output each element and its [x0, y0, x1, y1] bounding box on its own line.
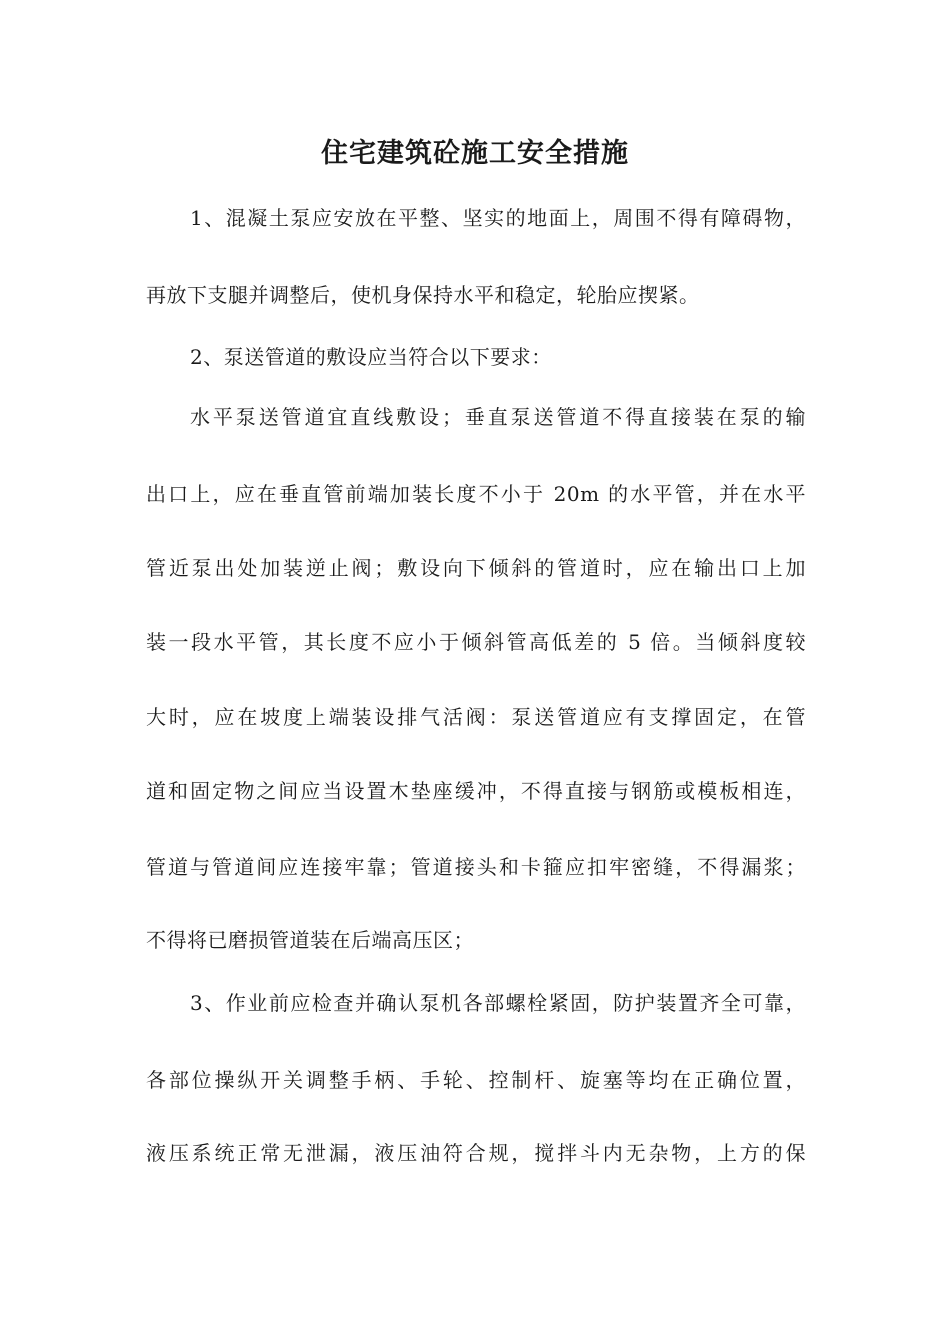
paragraph-line: 管道与管道间应连接牢靠；管道接头和卡箍应扣牢密缝，不得漏浆； — [146, 855, 806, 879]
paragraph-line: 1、混凝土泵应安放在平整、坚实的地面上，周围不得有障碍物， — [190, 206, 806, 230]
paragraph-line: 道和固定物之间应当设置木垫座缓冲，不得直接与钢筋或模板相连， — [146, 779, 806, 803]
paragraph-line: 液压系统正常无泄漏，液压油符合规，搅拌斗内无杂物，上方的保 — [146, 1141, 806, 1165]
paragraph-line: 再放下支腿并调整后，使机身保持水平和稳定，轮胎应揳紧。 — [146, 283, 700, 307]
paragraph-line: 3、作业前应检查并确认泵机各部螺栓紧固，防护装置齐全可靠， — [190, 991, 806, 1015]
paragraph-line: 水平泵送管道宜直线敷设；垂直泵送管道不得直接装在泵的输 — [190, 405, 806, 429]
document-title: 住宅建筑砼施工安全措施 — [321, 138, 629, 169]
paragraph-line: 不得将已磨损管道装在后端高压区； — [146, 928, 474, 952]
paragraph-line: 管近泵出处加装逆止阀；敷设向下倾斜的管道时，应在输出口上加 — [146, 556, 806, 580]
paragraph-line: 出口上，应在垂直管前端加装长度不小于 20m 的水平管，并在水平 — [146, 482, 806, 506]
paragraph-line: 装一段水平管，其长度不应小于倾斜管高低差的 5 倍。当倾斜度较 — [146, 630, 806, 654]
paragraph-line: 各部位操纵开关调整手柄、手轮、控制杆、旋塞等均在正确位置， — [146, 1068, 806, 1092]
paragraph-line: 2、泵送管道的敷设应当符合以下要求： — [190, 345, 552, 369]
paragraph-line: 大时，应在坡度上端装设排气活阀：泵送管道应有支撑固定，在管 — [146, 705, 806, 729]
